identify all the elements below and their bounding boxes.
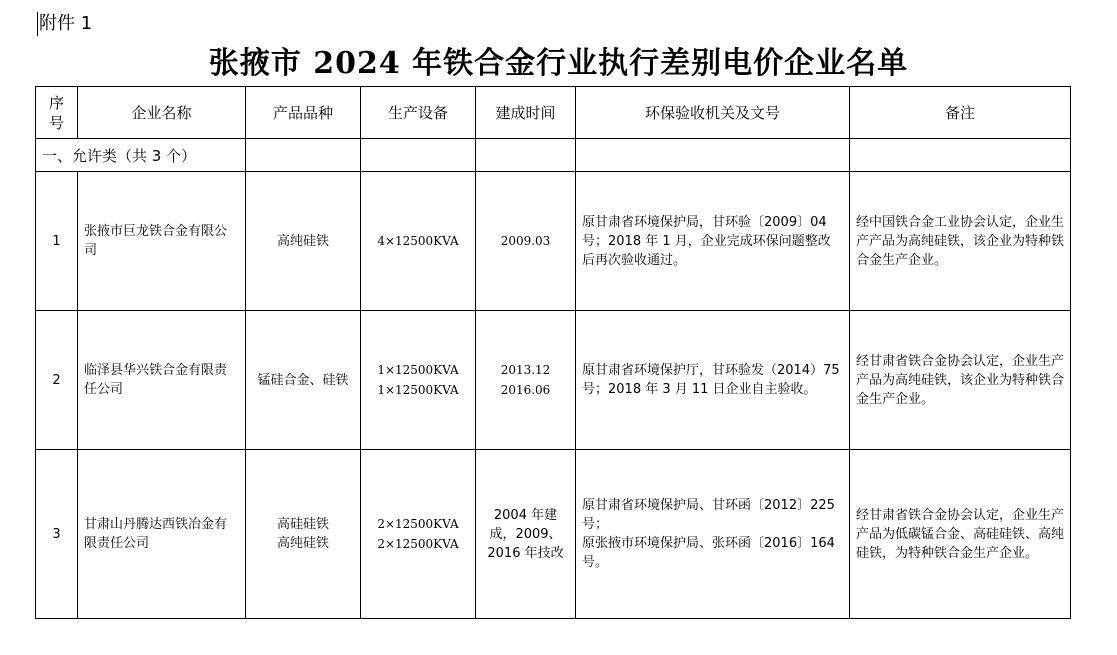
header-seq-line2: 号 bbox=[48, 113, 64, 132]
row-equipment-line: 2×12500KVA bbox=[377, 517, 459, 531]
header-env: 环保验收机关及文号 bbox=[576, 87, 850, 139]
category-empty-cell bbox=[476, 139, 576, 172]
category-label: 一、允许类（共 3 个） bbox=[36, 139, 246, 172]
row-remark: 经甘肃省铁合金协会认定，企业生产产品为高纯硅铁，该企业为特种铁合金生产企业。 bbox=[850, 311, 1071, 450]
row-env-line: 原甘肃省环境保护局、甘环函〔2012〕225 号； bbox=[582, 498, 835, 532]
attachment-label: 附件 1 bbox=[39, 13, 93, 34]
row-company: 甘肃山丹腾达西铁冶金有限责任公司 bbox=[78, 450, 246, 619]
row-equipment bbox=[361, 450, 476, 619]
table-header-row bbox=[36, 87, 1071, 139]
row-product-line: 高纯硅铁 bbox=[276, 536, 329, 551]
category-empty-cell bbox=[246, 139, 361, 172]
row-seq: 2 bbox=[36, 311, 78, 450]
category-empty-cell bbox=[576, 139, 850, 172]
header-remark: 备注 bbox=[850, 87, 1071, 139]
row-product: 锰硅合金、硅铁 bbox=[246, 311, 361, 450]
row-equipment: 4×12500KVA bbox=[361, 172, 476, 311]
document-title: 张掖市 2024 年铁合金行业执行差别电价企业名单 bbox=[208, 46, 909, 81]
row-env bbox=[576, 450, 850, 619]
row-seq: 3 bbox=[36, 450, 78, 619]
row-company: 张掖市巨龙铁合金有限公司 bbox=[78, 172, 246, 311]
row-build-time bbox=[476, 311, 576, 450]
row-build-time: 2004 年建成，2009、2016 年技改 bbox=[476, 450, 576, 619]
row-seq: 1 bbox=[36, 172, 78, 311]
table-row bbox=[36, 172, 1071, 311]
row-build-time: 2009.03 bbox=[476, 172, 576, 311]
table-row bbox=[36, 450, 1071, 619]
row-build-time-line: 2013.12 bbox=[500, 363, 551, 377]
header-seq-line1: 序 bbox=[48, 93, 64, 112]
row-env: 原甘肃省环境保护局，甘环验〔2009〕04 号；2018 年 1 月，企业完成环保问题整改后再次验收通过。 bbox=[576, 172, 850, 311]
row-equipment-line: 1×12500KVA bbox=[377, 363, 459, 377]
category-empty-cell bbox=[850, 139, 1071, 172]
header-seq bbox=[36, 87, 78, 139]
row-env-line: 原张掖市环境保护局、张环函〔2016〕164 号。 bbox=[582, 536, 835, 570]
header-build-time: 建成时间 bbox=[476, 87, 576, 139]
header-product: 产品品种 bbox=[246, 87, 361, 139]
header-company: 企业名称 bbox=[78, 87, 246, 139]
header-equipment: 生产设备 bbox=[361, 87, 476, 139]
row-equipment-line: 2×12500KVA bbox=[377, 537, 459, 551]
row-product bbox=[246, 450, 361, 619]
row-product-line: 高硅硅铁 bbox=[276, 517, 329, 532]
enterprise-table bbox=[35, 86, 1071, 619]
row-product: 高纯硅铁 bbox=[246, 172, 361, 311]
row-company: 临泽县华兴铁合金有限责任公司 bbox=[78, 311, 246, 450]
row-build-time-line: 2016.06 bbox=[500, 383, 551, 397]
row-equipment bbox=[361, 311, 476, 450]
category-row bbox=[36, 139, 1071, 172]
row-remark: 经甘肃省铁合金协会认定，企业生产产品为低碳锰合金、高硅硅铁、高纯硅铁，为特种铁合金生产企业。 bbox=[850, 450, 1071, 619]
category-empty-cell bbox=[361, 139, 476, 172]
row-env: 原甘肃省环境保护厅，甘环验发（2014）75 号；2018 年 3 月 11 日企业自主验收。 bbox=[576, 311, 850, 450]
row-remark: 经中国铁合金工业协会认定，企业生产产品为高纯硅铁，该企业为特种铁合金生产企业。 bbox=[850, 172, 1071, 311]
row-equipment-line: 1×12500KVA bbox=[377, 383, 459, 397]
table-row bbox=[36, 311, 1071, 450]
